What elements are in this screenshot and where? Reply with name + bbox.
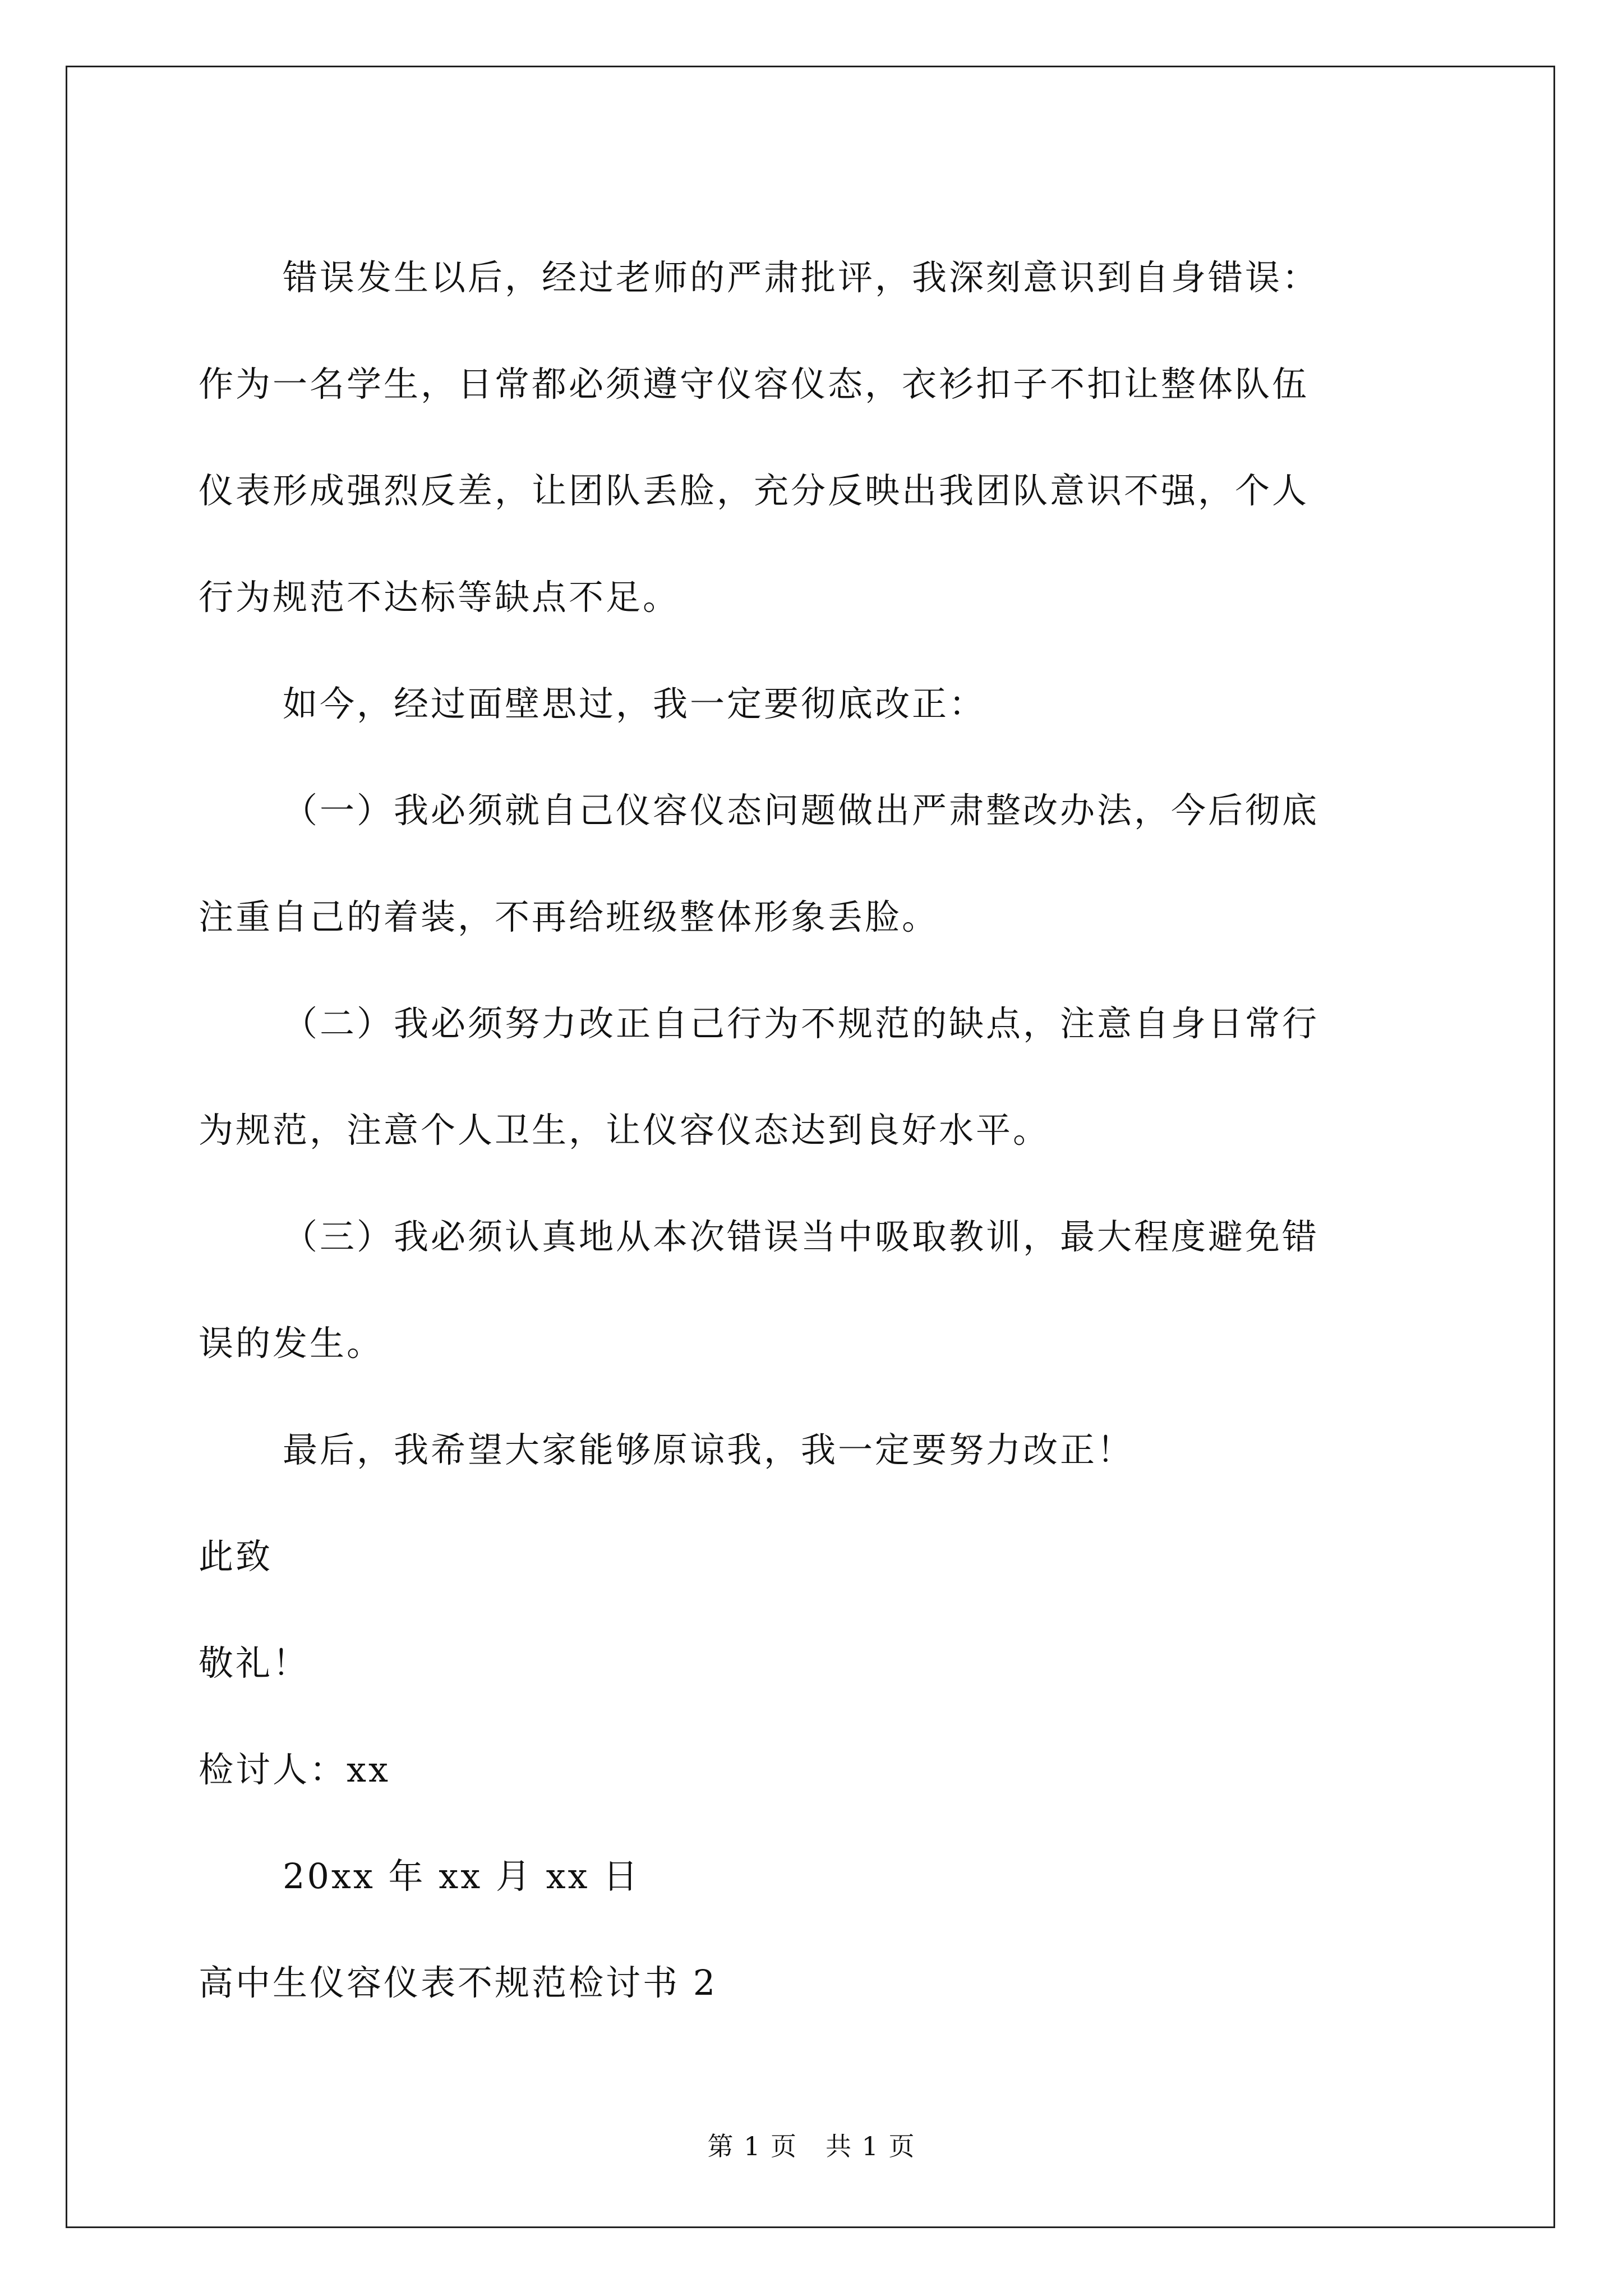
- salutation-line: 此致: [199, 1536, 273, 1577]
- list-item-line: （三）我必须认真地从本次错误当中吸取教训，最大程度避免错: [283, 1216, 1320, 1257]
- date-line: 20xx 年 xx 月 xx 日: [283, 1856, 640, 1897]
- paragraph-line: 行为规范不达标等缺点不足。: [199, 577, 680, 618]
- signature-line: 检讨人：xx: [199, 1749, 390, 1790]
- paragraph-line: 仪表形成强烈反差，让团队丢脸，充分反映出我团队意识不强，个人: [199, 470, 1310, 511]
- list-item-line: 误的发生。: [199, 1323, 384, 1364]
- closing-paragraph: 最后，我希望大家能够原谅我，我一定要努力改正！: [283, 1429, 1135, 1470]
- paragraph-line: 如今，经过面壁思过，我一定要彻底改正：: [283, 683, 986, 724]
- list-item-line: （一）我必须就自己仪容仪态问题做出严肃整改办法，今后彻底: [283, 790, 1320, 831]
- salutation-line: 敬礼！: [199, 1642, 310, 1683]
- paragraph-line: 作为一名学生，日常都必须遵守仪容仪态，衣衫扣子不扣让整体队伍: [199, 364, 1310, 404]
- next-title-line: 高中生仪容仪表不规范检讨书 2: [199, 1962, 718, 2003]
- paragraph-line: 错误发生以后，经过老师的严肃批评，我深刻意识到自身错误：: [283, 257, 1320, 298]
- page-total: 共 1 页: [826, 2131, 916, 2161]
- document-body: [199, 224, 1427, 2036]
- list-item-line: 为规范，注意个人卫生，让仪容仪态达到良好水平。: [199, 1110, 1050, 1151]
- list-item-line: 注重自己的着装，不再给班级整体形象丢脸。: [199, 896, 939, 937]
- page-number: 第 1 页: [707, 2131, 797, 2161]
- list-item-line: （二）我必须努力改正自己行为不规范的缺点，注意自身日常行: [283, 1003, 1320, 1044]
- page-footer: [0, 2126, 1623, 2163]
